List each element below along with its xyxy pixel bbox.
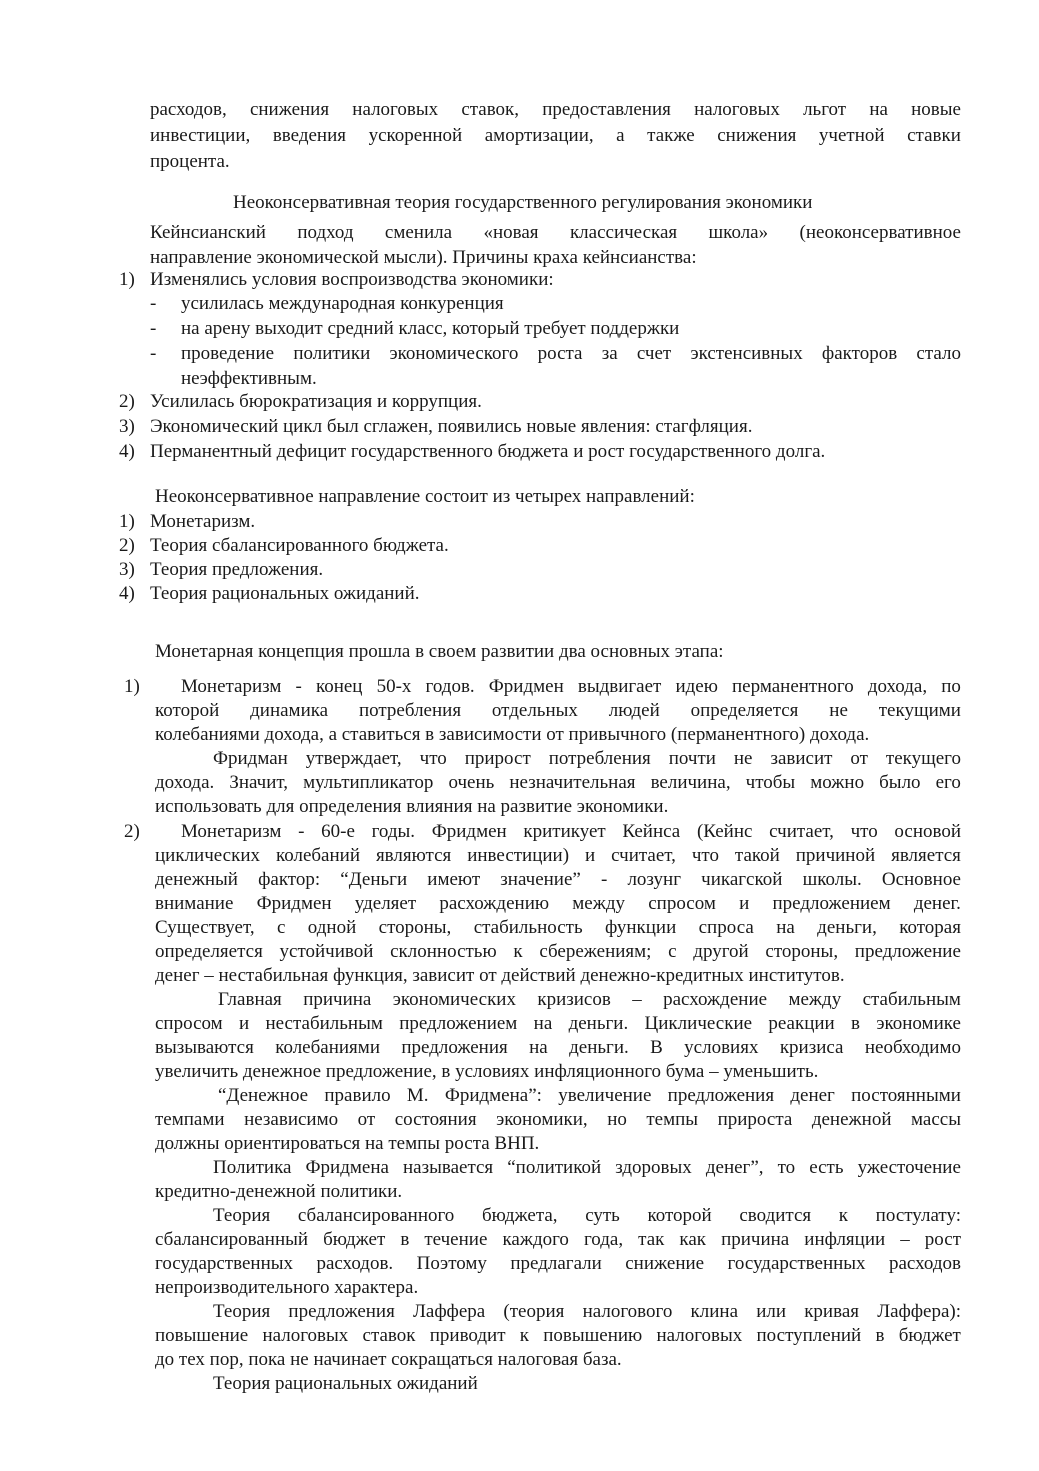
paragraph-line: денег – нестабильная функция, зависит от действий денежно-кредитных институтов. [155,965,845,986]
paragraph-line: использовать для определения влияния на развитие экономики. [155,796,669,817]
paragraph-line: Монетарная концепция прошла в своем развитии два основных этапа: [155,641,724,662]
paragraph-line: Монетаризм - 60-е годы. Фридмен критикует Кейнса (Кейнс считает, что основой [181,821,961,842]
list-item: Перманентный дефицит государственного бюджета и рост государственного долга. [150,441,826,462]
paragraph-line: увеличить денежное предложение, в условиях инфляционного бума – уменьшить. [155,1061,819,1082]
paragraph-line: денежный фактор: “Деньги имеют значение” - лозунг чикагской школы. Основное [155,869,961,890]
paragraph-line: Теория рациональных ожиданий [213,1373,478,1394]
list-item: Монетаризм. [150,511,256,532]
bullet-dash: - [150,343,157,364]
section-heading: Неоконсервативная теория государственного регулирования экономики [233,192,813,213]
paragraph-line: внимание Фридмен уделяет расхождению между спросом и предложением денег. [155,893,961,914]
paragraph-line: Главная причина экономических кризисов – расхождение между стабильным [218,989,961,1010]
paragraph-line: до тех пор, пока не начинает сокращаться налоговая база. [155,1349,622,1370]
paragraph-line: повышение налоговых ставок приводит к повышению налоговых поступлений в бюджет [155,1325,961,1346]
list-number: 1) [124,676,140,697]
paragraph-line: циклических колебаний являются инвестиции) и считает, что такой причиной является [155,845,961,866]
paragraph-line: направление экономической мысли). Причины краха кейнсианства: [150,247,697,268]
paragraph-line: должны ориентироваться на темпы роста ВНП. [155,1133,540,1154]
list-item: Экономический цикл был сглажен, появились новые явления: стагфляция. [150,416,753,437]
list-item: Теория рациональных ожиданий. [150,583,420,604]
paragraph-line: непроизводительного характера. [155,1277,419,1298]
bullet-text: усилилась международная конкуренция [181,293,504,314]
paragraph-line: темпами независимо от состояния экономики, но темпы прироста денежной массы [155,1109,961,1130]
paragraph-line: процента. [150,151,230,172]
paragraph-line: Фридман утверждает, что прирост потребления почти не зависит от текущего [213,748,961,769]
paragraph-line: “Денежное правило М. Фридмена”: увеличение предложения денег постоянными [218,1085,961,1106]
list-number: 4) [119,441,135,462]
paragraph-line: государственных расходов. Поэтому предлагали снижение государственных расходов [155,1253,961,1274]
bullet-dash: - [150,318,157,339]
paragraph-line: Политика Фридмена называется “политикой здоровых денег”, то есть ужесточение [213,1157,961,1178]
list-item: Теория сбалансированного бюджета. [150,535,449,556]
paragraph-line: инвестиции, введения ускоренной амортизации, а также снижения учетной ставки [150,125,961,146]
paragraph-line: Существует, с одной стороны, стабильность функции спроса на деньги, которая [155,917,961,938]
paragraph-line: сбалансированный бюджет в течение каждого года, так как причина инфляции – рост [155,1229,961,1250]
list-number: 2) [119,391,135,412]
list-number: 4) [119,583,135,604]
list-item: Изменялись условия воспроизводства экономики: [150,269,554,290]
list-item: Теория предложения. [150,559,324,580]
bullet-text: на арену выходит средний класс, который требует поддержки [181,318,680,339]
paragraph-line: расходов, снижения налоговых ставок, предоставления налоговых льгот на новые [150,99,961,120]
bullet-dash: - [150,293,157,314]
paragraph-line: вызываются колебаниями предложения на деньги. В условиях кризиса необходимо [155,1037,961,1058]
paragraph-line: спросом и нестабильным предложением на деньги. Циклические реакции в экономике [155,1013,961,1034]
list-number: 3) [119,416,135,437]
bullet-text: неэффективным. [181,368,317,389]
paragraph-line: Теория сбалансированного бюджета, суть которой сводится к постулату: [213,1205,961,1226]
paragraph-line: которой динамика потребления отдельных людей определяется не текущими [155,700,961,721]
list-number: 2) [124,821,140,842]
paragraph-line: колебаниями дохода, а ставиться в зависимости от привычного (перманентного) дохода. [155,724,870,745]
paragraph-line: Теория предложения Лаффера (теория налогового клина или кривая Лаффера): [213,1301,961,1322]
list-number: 1) [119,511,135,532]
list-item: Усилилась бюрократизация и коррупция. [150,391,482,412]
bullet-text: проведение политики экономического роста за счет экстенсивных факторов стало [181,343,961,364]
list-number: 1) [119,269,135,290]
paragraph-line: определяется устойчивой склонностью к сбережениям; с другой стороны, предложение [155,941,961,962]
paragraph-line: дохода. Значит, мультипликатор очень незначительная величина, чтобы можно было его [155,772,961,793]
list-number: 2) [119,535,135,556]
paragraph-line: Монетаризм - конец 50-х годов. Фридмен выдвигает идею перманентного дохода, по [181,676,961,697]
paragraph-line: Кейнсианский подход сменила «новая классическая школа» (неоконсервативное [150,222,961,243]
paragraph-line: Неоконсервативное направление состоит из четырех направлений: [155,486,695,507]
paragraph-line: кредитно-денежной политики. [155,1181,403,1202]
list-number: 3) [119,559,135,580]
